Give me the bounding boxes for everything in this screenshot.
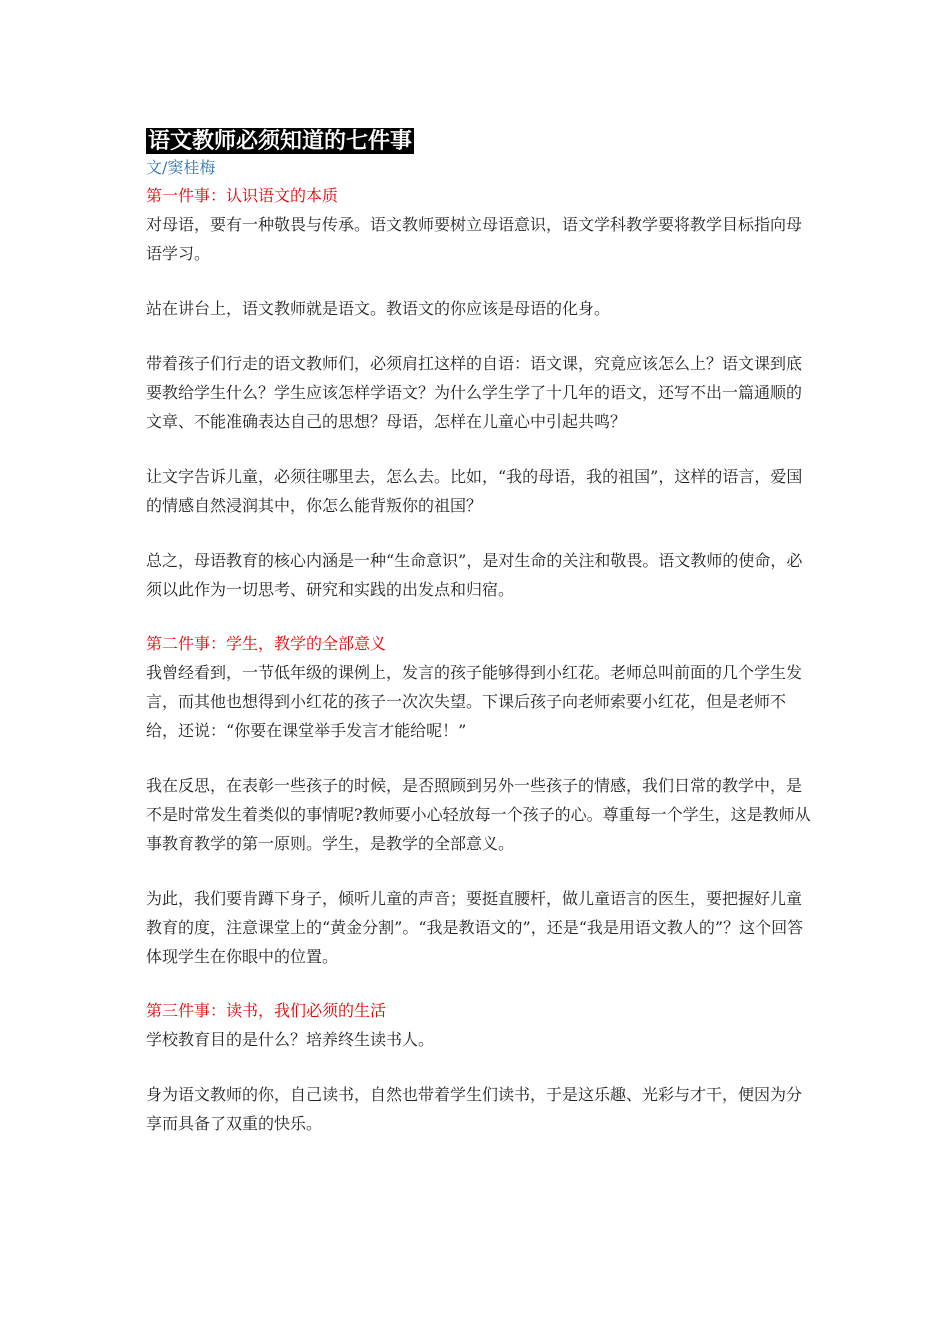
paragraph: 身为语文教师的你，自己读书，自然也带着学生们读书，于是这乐趣、光彩与才干，便因为分享而具备了双重的快乐。 — [146, 1085, 803, 1133]
section-3 — [146, 997, 814, 1138]
document-title: 语文教师必须知道的七件事 — [148, 128, 413, 154]
section-heading: 第二件事：学生，教学的全部意义 — [146, 634, 387, 653]
document-title-wrap — [146, 128, 814, 154]
paragraph: 总之，母语教育的核心内涵是一种“生命意识”，是对生命的关注和敬畏。语文教师的使命，必须以此作为一切思考、研究和实践的出发点和归宿。 — [146, 551, 803, 599]
paragraph: 我在反思，在表彰一些孩子的时候，是否照顾到另外一些孩子的情感，我们日常的教学中，是不是时常发生着类似的事情呢?教师要小心轻放每一个孩子的心。尊重每一个学生，这是教师从事教育教学的第一原则。学生，是教学的全部意义。 — [146, 776, 811, 853]
paragraph: 为此，我们要肯蹲下身子，倾听儿童的声音；要挺直腰杆，做儿童语言的医生，要把握好儿童教育的度，注意课堂上的“黄金分割”。“我是教语文的”，还是“我是用语文教人的”？这个回答体现学生在你眼中的位置。 — [146, 889, 804, 966]
paragraph: 带着孩子们行走的语文教师们，必须肩扛这样的自语：语文课，究竟应该怎么上？语文课到底要教给学生什么？学生应该怎样学语文？为什么学生学了十几年的语文，还写不出一篇通顺的文章、不能准确表达自己的思想？母语，怎样在儿童心中引起共鸣？ — [146, 354, 803, 431]
section-heading: 第三件事：读书，我们必须的生活 — [146, 1001, 387, 1020]
paragraph: 对母语，要有一种敬畏与传承。语文教师要树立母语意识，语文学科教学要将教学目标指向母语学习。 — [146, 215, 803, 263]
paragraph: 站在讲台上，语文教师就是语文。教语文的你应该是母语的化身。 — [146, 299, 611, 318]
paragraph: 让文字告诉儿童，必须往哪里去，怎么去。比如，“我的母语，我的祖国”，这样的语言，爱国的情感自然浸润其中，你怎么能背叛你的祖国？ — [146, 467, 803, 515]
section-heading: 第一件事：认识语文的本质 — [146, 186, 339, 205]
section-2 — [146, 630, 814, 971]
paragraph: 学校教育目的是什么？培养终生读书人。 — [146, 1030, 435, 1049]
document-author: 文/窦桂梅 — [146, 158, 216, 177]
document-page — [146, 128, 814, 1138]
section-1 — [146, 182, 814, 604]
paragraph: 我曾经看到，一节低年级的课例上，发言的孩子能够得到小红花。老师总叫前面的几个学生发言，而其他也想得到小红花的孩子一次次失望。下课后孩子向老师索要小红花，但是老师不给，还说：“你要在课堂举手发言才能给呢！” — [146, 663, 803, 740]
